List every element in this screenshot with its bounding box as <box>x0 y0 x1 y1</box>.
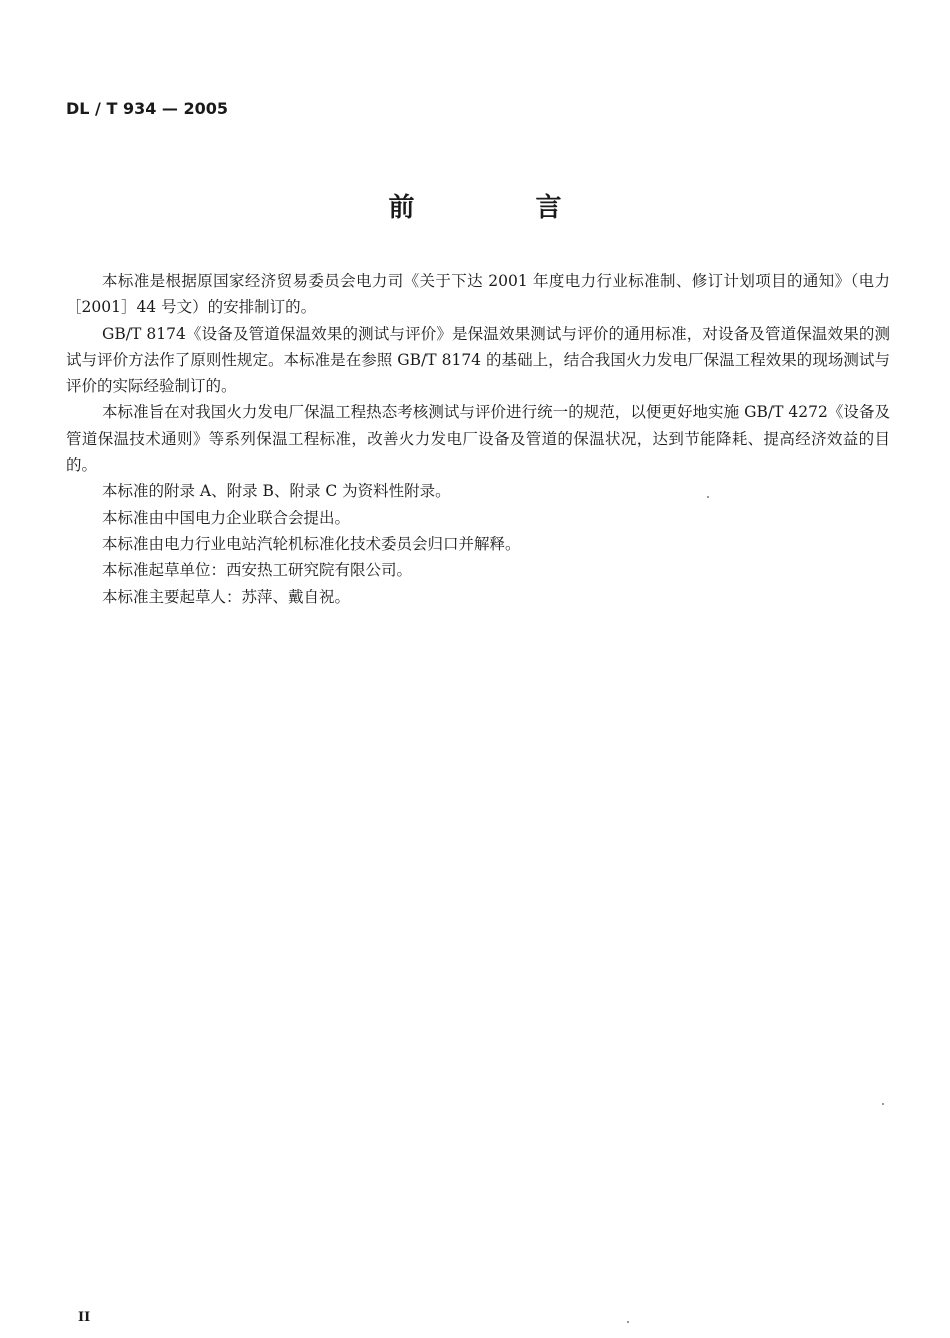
paragraph-basis: 本标准是根据原国家经济贸易委员会电力司《关于下达 2001 年度电力行业标准制、修订计划项目的通知》（电力［2001］44 号文）的安排制订的。 <box>66 272 890 317</box>
page-number: II <box>78 1310 91 1325</box>
paragraph-proposer: 本标准由中国电力企业联合会提出。 <box>102 508 351 527</box>
paragraph-drafting-unit: 本标准起草单位：西安热工研究院有限公司。 <box>102 561 413 580</box>
page-title: 前 言 <box>388 193 618 223</box>
paragraph-reference-standard: GB/T 8174《设备及管道保温效果的测试与评价》是保温效果测试与评价的通用标准，对设备及管道保温效果的测试与评价方法作了原则性规定。本标准是在参照 GB/T 8174 的基础上，结合我国火力发电厂保温工程效果的现场测试与评价的实际经验制订的。 <box>66 324 890 396</box>
foreword-body <box>66 268 890 610</box>
paragraph-purpose: 本标准旨在对我国火力发电厂保温工程热态考核测试与评价进行统一的规范，以便更好地实施 GB/T 4272《设备及管道保温技术通则》等系列保温工程标准，改善火力发电厂设备及管道的保温状况，达到节能降耗、提高经济效益的目的。 <box>66 403 890 475</box>
scan-speck <box>627 1321 629 1323</box>
paragraph-drafters: 本标准主要起草人：苏萍、戴自祝。 <box>102 587 351 606</box>
standard-code: DL / T 934 — 2005 <box>66 99 229 118</box>
paragraph-committee: 本标准由电力行业电站汽轮机标准化技术委员会归口并解释。 <box>102 534 521 553</box>
scan-speck <box>707 496 709 498</box>
paragraph-appendices: 本标准的附录 A、附录 B、附录 C 为资料性附录。 <box>102 482 451 501</box>
scan-speck <box>882 1103 884 1105</box>
